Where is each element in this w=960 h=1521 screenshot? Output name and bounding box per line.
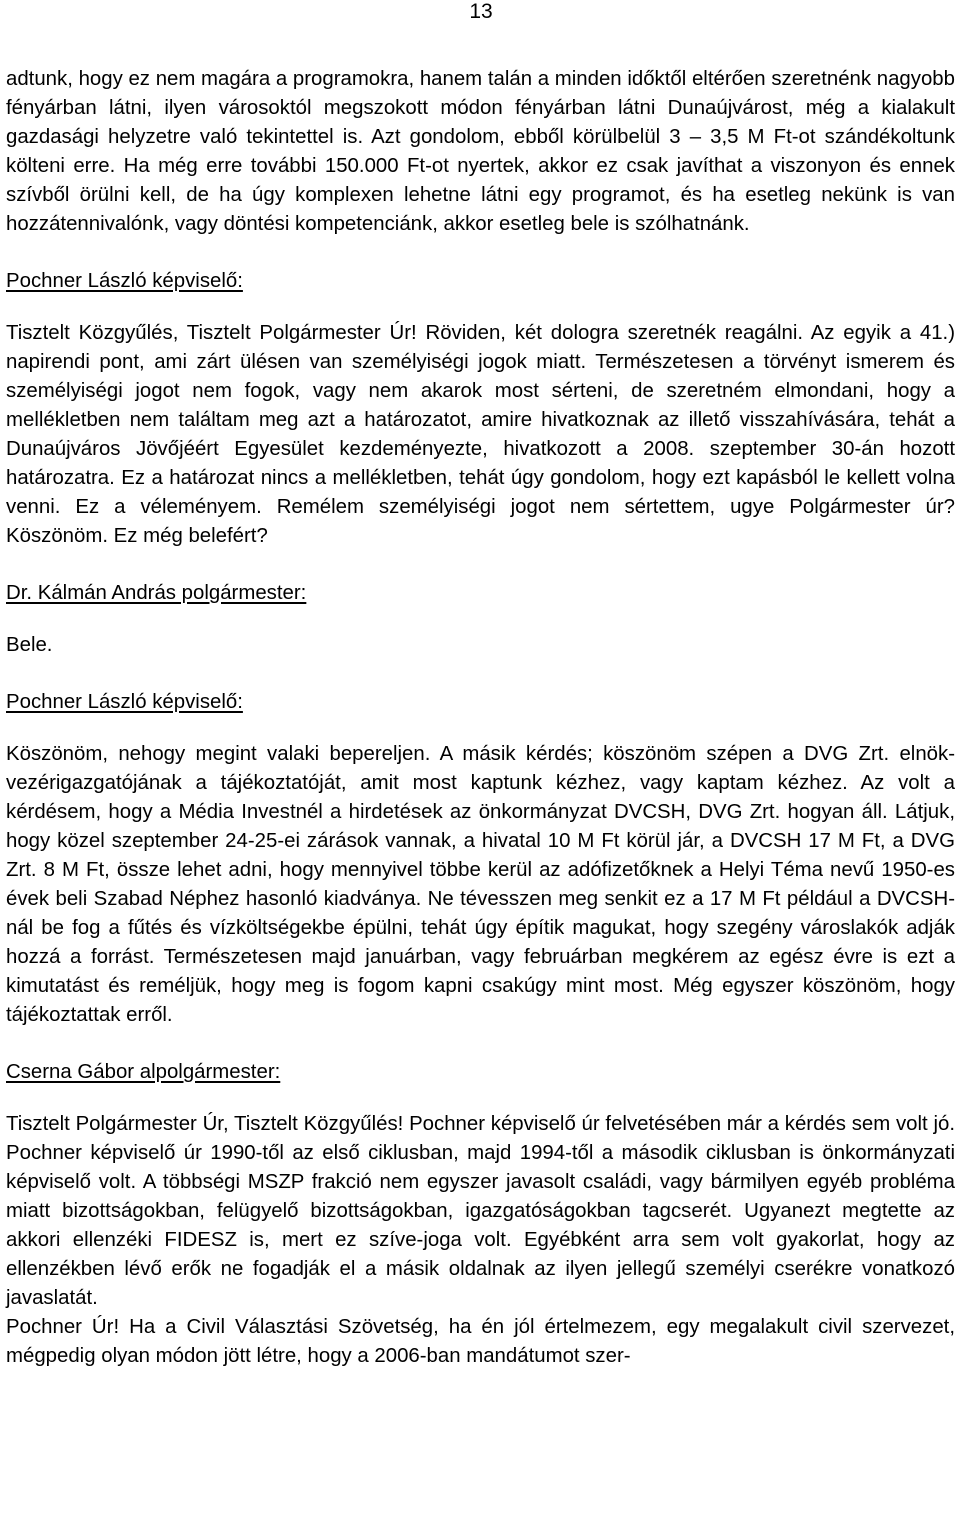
paragraph-intro: adtunk, hogy ez nem magára a programokra, hanem talán a minden időktől eltérően szeretnénk nagyobb fényárban látni, ilyen városoktól megszokott módon fényárban látni Dunaújvárost, még a kialakult gazdasági helyzetre való tekintettel is. Azt gondolom, ebből körülbelül 3 – 3,5 M Ft-ot szándékoltunk költeni erre. Ha még erre további 150.000 Ft-ot nyertek, akkor ez csak javíthat a viszonyon és ennek szívből örülni kell, de ha úgy komplexen lehetne látni egy programot, és ha esetleg nekünk is van hozzátennivalónk, vagy döntési kompetenciánk, akkor esetleg bele is szólhatnánk. xyxy=(6,68,955,235)
speaker-cserna: Cserna Gábor alpolgármester: xyxy=(6,1061,281,1083)
paragraph-pochner-1: Tisztelt Közgyűlés, Tisztelt Polgármester Úr! Röviden, két dologra szeretnék reagálni. Az egyik a 41.) napirendi pont, ami zárt ülésen van személyiségi jogok miatt. Természetesen a törvényt ismerem és személyiségi jogot nem fogok, vagy nem akarok most sérteni, de szeretném elmondani, hogy a mellékletben nem találtam meg azt a határozatot, amire hivatkoznak az illető visszahívására, tehát a Dunaújváros Jövőjéért Egyesület kezdeményezte, hivatkozott a 2008. szeptember 30-án hozott határozatra. Ez a határozat nincs a mellékletben, tehát úgy gondolom, hogy ezt kapásból le kellett volna venni. Ez a véleményem. Remélem személyiségi jogot nem sértettem, ugye Polgármester úr? Köszönöm. Ez még belefért? xyxy=(6,322,955,547)
paragraph-pochner-2: Köszönöm, nehogy megint valaki bepereljen. A másik kérdés; köszönöm szépen a DVG Zrt. elnök-vezérigazgatójának a tájékoztatóját, amit most kaptunk kézhez, vagy kaptam kézhez. Az volt a kérdésem, hogy a Média Investnél a hirdetések az önkormányzat DVCSH, DVG Zrt. hogyan áll. Látjuk, hogy közel szeptember 24-25-ei zárások vannak, a hivatal 10 M Ft körül jár, a DVCSH 17 M Ft, a DVG Zrt. 8 M Ft, össze lehet adni, hogy mennyivel többe kerül az adófizetőknek a Helyi Téma nevű 1950-es évek beli Szabad Néphez hasonló kiadványa. Ne tévesszen meg senkit ez a 17 M Ft például a DVCSH-nál be fog a fűtés és vízköltségekbe épülni, tehát úgy építik magukat, hogy szegény városlakók adják hozzá a forrást. Természetesen majd januárban, vagy februárban megkérem az egész évre is ezt a kimutatást és reméljük, hogy meg is fogom kapni csakúgy mint most. Még egyszer köszönöm, hogy tájékoztattak erről. xyxy=(6,743,955,1026)
paragraph-cserna: Tisztelt Polgármester Úr, Tisztelt Közgyűlés! Pochner képviselő úr felvetésében már a kérdés sem volt jó. Pochner képviselő úr 1990-től az első ciklusban, majd 1994-től a második ciklusban is önkormányzati képviselő volt. A többségi MSZP frakció nem egyszer javasolt családi, vagy bármilyen egyéb probléma miatt bizottságokban, felügyelő bizottságokban, igazgatóságokban tagcserét. Ugyanezt megtette az akkori ellenzéki FIDESZ is, mert ez szíve-joga volt. Egyébként arra sem volt gyakorlat, hogy az ellenzékben lévő erők ne fogadják el a másik oldalnak az ilyen jellegű személyi cserékre vonatkozó javaslatát. xyxy=(6,1113,955,1309)
speaker-pochner-2: Pochner László képviselő: xyxy=(6,691,243,713)
speaker-pochner-1: Pochner László képviselő: xyxy=(6,270,243,292)
paragraph-kalman: Bele. xyxy=(6,634,53,656)
speaker-kalman: Dr. Kálmán András polgármester: xyxy=(6,582,307,604)
paragraph-cserna-continued: Pochner Úr! Ha a Civil Választási Szövetség, ha én jól értelmezem, egy megalakult civil szervezet, mégpedig olyan módon jött létre, hogy a 2006-ban mandátumot szer- xyxy=(6,1316,955,1367)
page-number: 13 xyxy=(469,0,493,23)
document-body xyxy=(6,65,955,1371)
